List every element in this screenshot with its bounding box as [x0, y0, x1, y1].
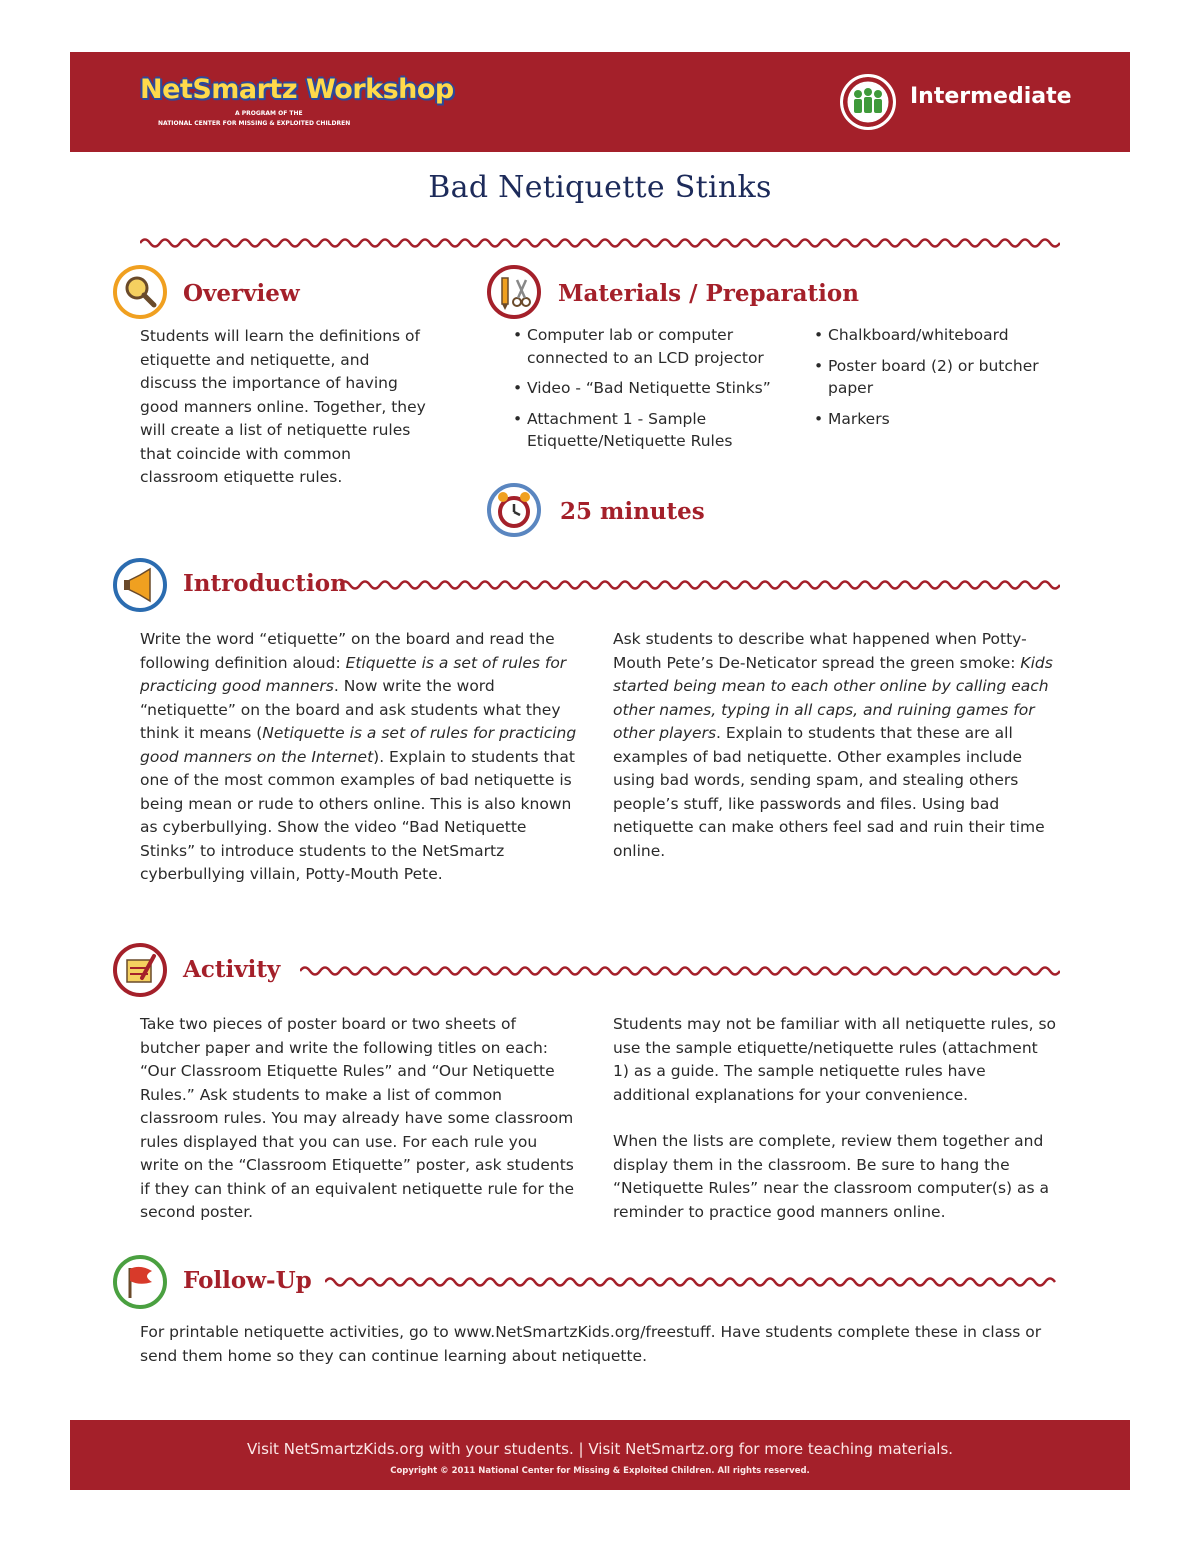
introduction-heading: Introduction [183, 570, 347, 597]
followup-text: For printable netiquette activities, go to www.NetSmartzKids.org/freestuff. Have students complete these in class or send them home so they can continue learning about netiquette. [140, 1323, 1042, 1365]
list-item: • Poster board (2) or butcher paper [814, 355, 1054, 400]
activity-text-right-1: Students may not be familiar with all netiquette rules, so use the sample etiquette/netiquette rules (attachment 1) as a guide. The sample netiquette rules have additional explanations for your convenience. [613, 1015, 1057, 1104]
copyright-notice: Copyright © 2011 National Center for Missing & Exploited Children. All rights reserved. [390, 1466, 810, 1476]
footer-links[interactable]: Visit NetSmartzKids.org with your students. | Visit NetSmartz.org for more teaching materials. [246, 1440, 954, 1458]
materials-list-right [814, 324, 1054, 438]
scissors-pencil-icon [486, 264, 542, 320]
magnifier-icon [112, 264, 168, 320]
intro-text: ). Explain to students that one of the most common examples of bad netiquette is being mean or rude to others online. This is also known as cyberbullying. Show the video “Bad Netiquette Stinks” to introduce students to the NetSmartz cyberbullying villain, Potty-Mouth Pete. [140, 747, 575, 883]
netsmartz-workshop-logo[interactable]: NetSmartz Workshop [140, 74, 454, 105]
level-label: Intermediate [910, 84, 1072, 109]
activity-heading: Activity [183, 956, 281, 983]
wave-divider [340, 578, 1060, 592]
followup-heading: Follow-Up [183, 1267, 312, 1294]
wave-divider [325, 1275, 1060, 1289]
wave-divider [140, 236, 1060, 250]
materials-list-left [513, 324, 803, 461]
intro-text: Ask students to describe what happened when Potty-Mouth Pete’s De-Neticator spread the green smoke: [613, 630, 1027, 672]
introduction-text-left [140, 628, 580, 887]
megaphone-icon [112, 557, 168, 613]
notepad-pencil-icon [112, 942, 168, 998]
list-item: • Computer lab or computer connected to an LCD projector [513, 324, 803, 369]
list-item: • Chalkboard/whiteboard [814, 324, 1054, 347]
list-item: • Markers [814, 408, 1054, 431]
list-item: • Attachment 1 - Sample Etiquette/Netiquette Rules [513, 408, 803, 453]
intermediate-kids-icon [840, 74, 896, 130]
logo-tagline: A PROGRAM OF THE [235, 110, 303, 117]
netiquette-definition: Netiquette is a set of rules for practicing good manners on the Internet [140, 724, 577, 766]
intro-text: . Explain to students that these are all examples of bad netiquette. Other examples include using bad words, sending spam, and stealing others people’s stuff, like passwords and files. Using bad netiquette can make others feel sad and ruin their time online. [613, 724, 1045, 860]
alarm-clock-icon [486, 482, 542, 538]
materials-heading: Materials / Preparation [558, 280, 859, 307]
intro-text: . Now write the word “netiquette” on the board and ask students what they think it means ( [140, 677, 561, 742]
smoke-effect-description: Kids started being mean to each other online by calling each other names, typing in all caps, and ruining games for other players [613, 653, 1053, 742]
overview-text: Students will learn the definitions of etiquette and netiquette, and discuss the importance of having good manners online. Together, they will create a list of netiquette rules that coincide with common classroom etiquette rules. [140, 327, 426, 486]
list-item: • Video - “Bad Netiquette Stinks” [513, 377, 803, 400]
activity-text-right-2: When the lists are complete, review them together and display them in the classroom. Be sure to hang the “Netiquette Rules” near the classroom computer(s) as a reminder to practice good manners online. [613, 1132, 1050, 1221]
footer-band [70, 1420, 1130, 1490]
etiquette-definition: Etiquette is a set of rules for practicing good manners [140, 653, 567, 695]
overview-heading: Overview [183, 280, 300, 307]
intro-text: Write the word “etiquette” on the board and read the following definition aloud: [140, 630, 555, 672]
activity-text-left: Take two pieces of poster board or two sheets of butcher paper and write the following titles on each: “Our Classroom Etiquette Rules” and “Our Netiquette Rules.” Ask students to make a list of common classroom rules. You may already have some classroom rules displayed that you can use. For each rule you write on the “Classroom Etiquette” poster, ask students if they can think of an equivalent netiquette rule for the second poster. [140, 1015, 575, 1221]
flag-icon [112, 1254, 168, 1310]
introduction-text-right [613, 628, 1058, 863]
duration-label: 25 minutes [560, 498, 705, 525]
logo-tagline-org: NATIONAL CENTER FOR MISSING & EXPLOITED CHILDREN [158, 120, 351, 127]
page-title: Bad Netiquette Stinks [428, 170, 772, 205]
header-band [70, 52, 1130, 152]
wave-divider [300, 964, 1060, 978]
